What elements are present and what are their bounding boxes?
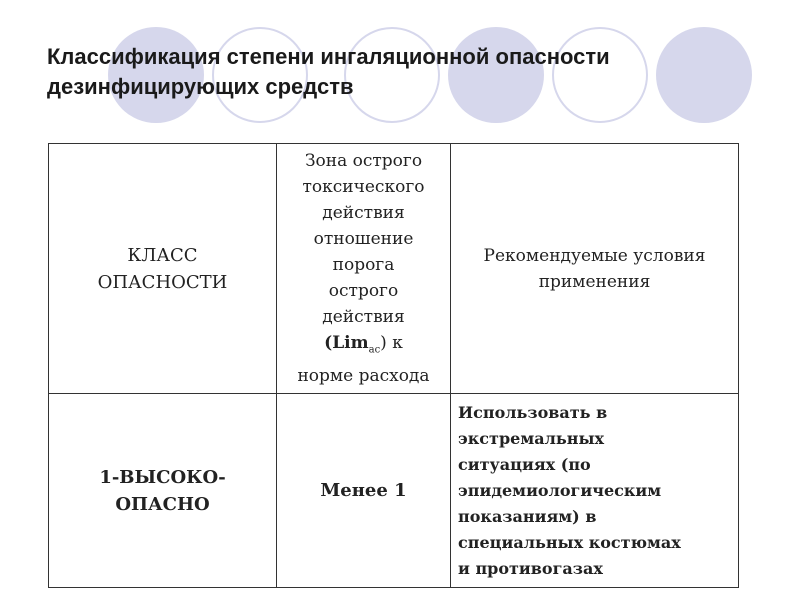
header-conditions-cell xyxy=(451,144,739,394)
header-toxic-line: Зона острого xyxy=(304,150,423,171)
header-toxic-line: отношение xyxy=(313,228,414,249)
header-conditions-line: Рекомендуемые условия xyxy=(483,245,706,266)
lim-label: (Lim xyxy=(324,332,369,353)
header-toxic-line: порога xyxy=(332,254,395,275)
header-toxic-line: норме расхода xyxy=(297,366,430,387)
row-conditions-line: экстремальных xyxy=(458,428,605,448)
row-conditions-line: показаниям) в xyxy=(458,506,597,526)
header-toxic-line: действия xyxy=(322,202,405,223)
row-conditions-line: и противогазах xyxy=(458,558,603,578)
table-header-row xyxy=(49,144,739,394)
header-class-line: ОПАСНОСТИ xyxy=(97,271,228,293)
hazard-classification-table xyxy=(48,143,739,588)
header-toxic-line: острого xyxy=(328,280,399,301)
table-row xyxy=(49,394,739,588)
header-class-cell xyxy=(49,144,277,394)
row-conditions-line: специальных костюмах xyxy=(458,532,681,552)
header-toxic-line: токсического xyxy=(302,176,425,197)
lim-tail: ) к xyxy=(380,332,403,353)
title-line-2: дезинфицирующих средств xyxy=(47,74,354,99)
header-toxic-zone-cell xyxy=(277,144,451,394)
row-class-line: ОПАСНО xyxy=(115,493,210,515)
row-conditions-line: Использовать в xyxy=(458,402,608,422)
row-conditions-cell xyxy=(451,394,739,588)
row-toxic-zone-cell: Менее 1 xyxy=(277,394,451,588)
header-class-line: КЛАСС xyxy=(127,244,198,266)
row-class-line: 1-ВЫСОКО- xyxy=(99,466,226,488)
lim-subscript: ac xyxy=(368,344,381,356)
slide-title xyxy=(47,42,747,102)
header-toxic-line: действия xyxy=(322,306,405,327)
header-conditions-line: применения xyxy=(538,271,651,292)
header-toxic-lim-line xyxy=(277,330,450,363)
title-line-1: Классификация степени ингаляционной опасности xyxy=(47,44,610,69)
row-conditions-line: ситуациях (по xyxy=(458,454,591,474)
row-class-cell xyxy=(49,394,277,588)
row-conditions-line: эпидемиологическим xyxy=(458,480,662,500)
